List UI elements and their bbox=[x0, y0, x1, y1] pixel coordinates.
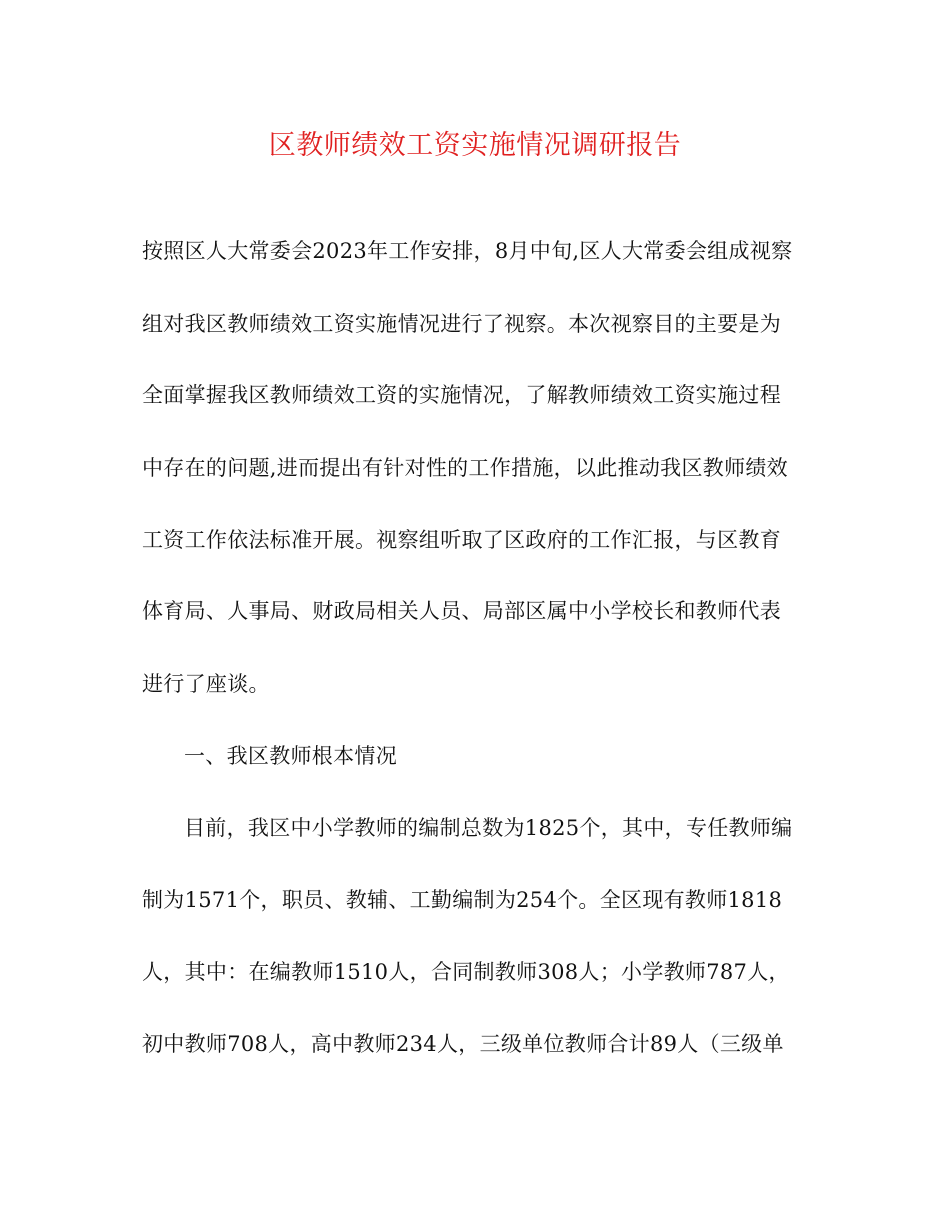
paragraph-line: 体育局、人事局、财政局相关人员、局部区属中小学校长和教师代表 bbox=[142, 599, 781, 623]
paragraph-line: 全面掌握我区教师绩效工资的实施情况，了解教师绩效工资实施过程 bbox=[142, 383, 781, 407]
paragraph-line: 人，其中：在编教师1510人，合同制教师308人；小学教师787人， bbox=[142, 960, 790, 984]
paragraph-line: 目前，我区中小学教师的编制总数为1825个，其中，专任教师编 bbox=[184, 816, 793, 840]
paragraph-line: 中存在的问题,进而提出有针对性的工作措施，以此推动我区教师绩效 bbox=[142, 456, 788, 480]
paragraph-line: 进行了座谈。 bbox=[142, 672, 270, 696]
document-title: 区教师绩效工资实施情况调研报告 bbox=[268, 130, 682, 161]
paragraph-line: 制为1571个，职员、教辅、工勤编制为254个。全区现有教师1818 bbox=[142, 888, 783, 912]
paragraph-line: 按照区人大常委会2023年工作安排，8月中旬,区人大常委会组成视察 bbox=[142, 239, 793, 263]
paragraph-line: 工资工作依法标准开展。视察组听取了区政府的工作汇报，与区教育 bbox=[142, 528, 781, 552]
paragraph-line: 组对我区教师绩效工资实施情况进行了视察。本次视察目的主要是为 bbox=[142, 312, 781, 336]
section-heading: 一、我区教师根本情况 bbox=[184, 744, 397, 768]
paragraph-line: 初中教师708人，高中教师234人，三级单位教师合计89人（三级单 bbox=[142, 1032, 784, 1056]
